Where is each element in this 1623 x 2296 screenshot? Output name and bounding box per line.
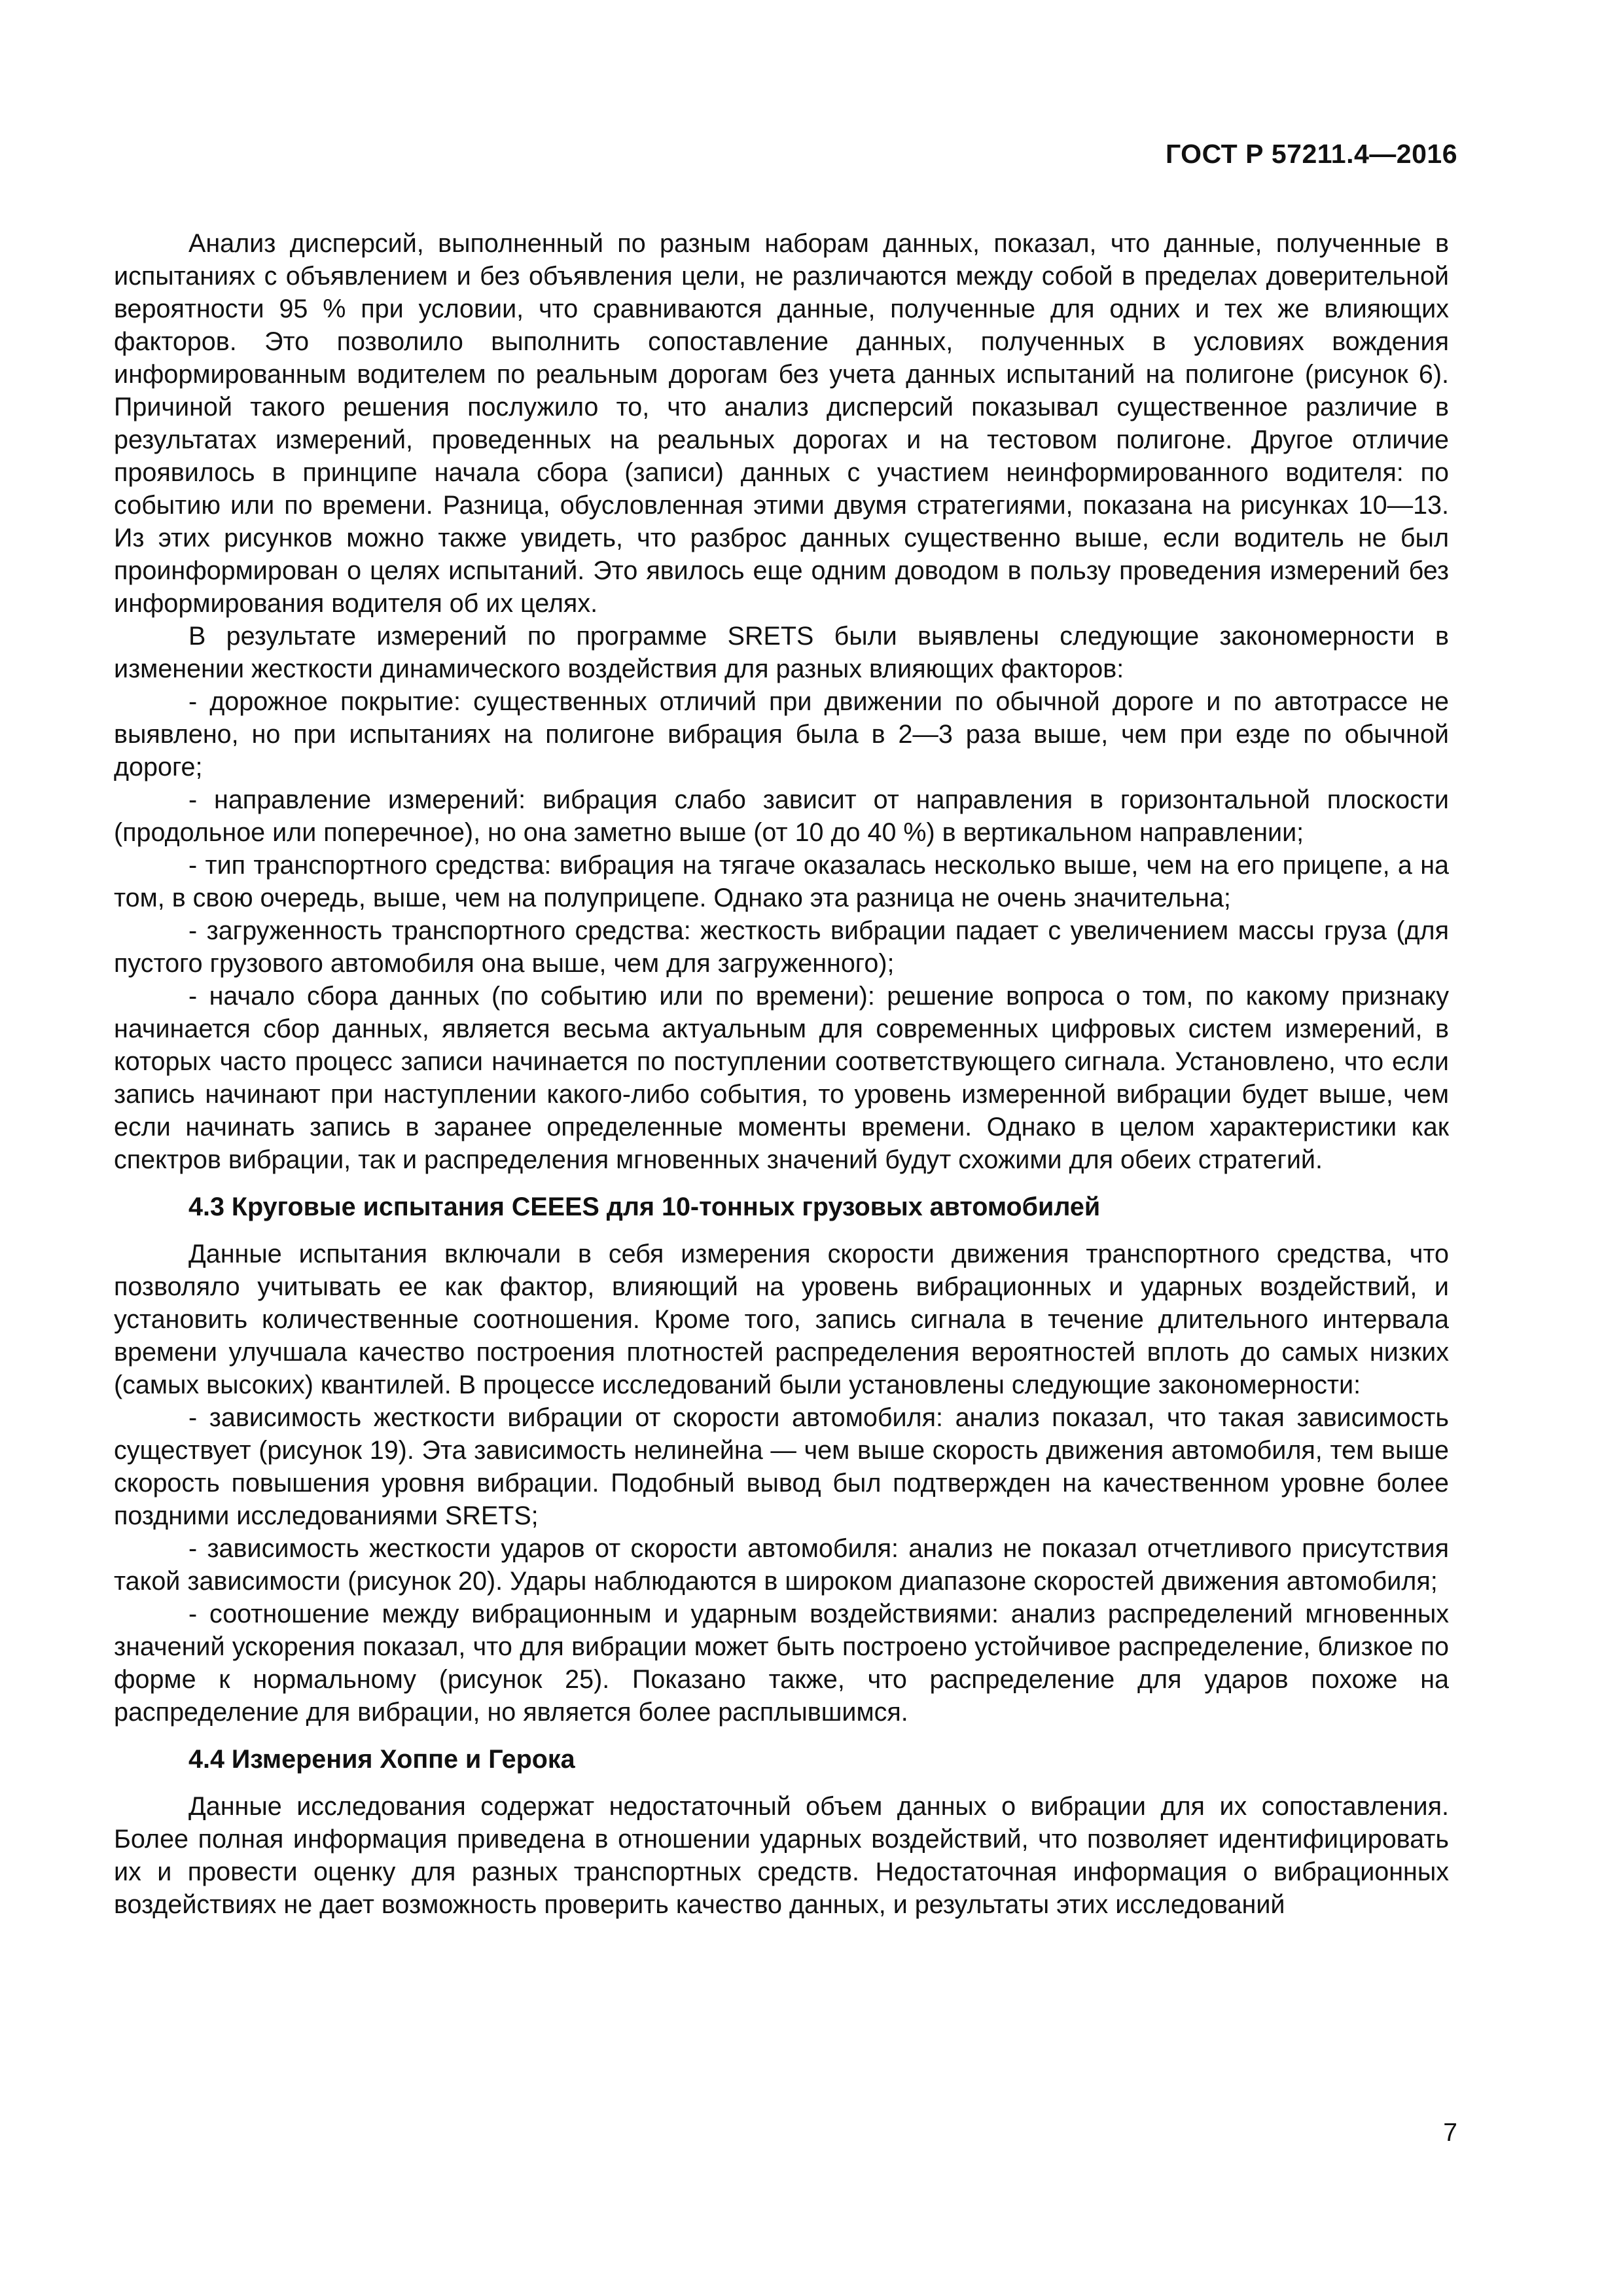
paragraph: Анализ дисперсий, выполненный по разным наборам данных, показал, что данные, полученные в испытаниях с объявлением и без объявления цели, не различаются между собой в пределах доверительной вероятности 95 % при условии, что сравниваются данные, полученные для одних и тех же влияющих факторов. Это позволило выполнить сопоставление данных, полученных в условиях вождения информированным водителем по реальным дорогам без учета данных испытаний на полигоне (рисунок 6). Причиной такого решения послужило то, что анализ дисперсий показывал существенное различие в результатах измерений, проведенных на реальных дорогах и на тестовом полигоне. Другое отличие проявилось в принципе начала сбора (записи) данных с участием неинформированного водителя: по событию или по времени. Разница, обусловленная этими двумя стратегиями, показана на рисунках 10—13. Из этих рисунков можно также увидеть, что разброс данных существенно выше, если водитель не был проинформирован о целях испытаний. Это явилось еще одним доводом в пользу проведения измерений без информирования водителя об их целях. xyxy=(114,229,1449,618)
page-number: 7 xyxy=(1443,2119,1457,2147)
paragraph: Данные исследования содержат недостаточный объем данных о вибрации для их сопоставления. Более полная информация приведена в отношении ударных воздействий, что позволяет идентифицировать их и провести оценку для разных транспортных средств. Недостаточная информация о вибрационных воздействиях не дает возможность проверить качество данных, и результаты этих исследований xyxy=(114,1792,1449,1919)
paragraph: В результате измерений по программе SRETS были выявлены следующие закономерности в изменении жесткости динамического воздействия для разных влияющих факторов: xyxy=(114,622,1449,683)
list-item: - соотношение между вибрационным и ударным воздействиями: анализ распределений мгновенных значений ускорения показал, что для вибрации может быть построено устойчивое распределение, близкое по форме к нормальному (рисунок 25). Показано также, что распределение для ударов похоже на распределение для вибрации, но является более расплывшимся. xyxy=(114,1600,1449,1727)
list-item: - загруженность транспортного средства: жесткость вибрации падает с увеличением массы груза (для пустого грузового автомобиля она выше, чем для загруженного); xyxy=(114,916,1449,978)
standard-designation: ГОСТ Р 57211.4—2016 xyxy=(1165,139,1457,169)
list-item: - начало сбора данных (по событию или по времени): решение вопроса о том, по какому признаку начинается сбор данных, является весьма актуальным для современных цифровых систем измерений, в которых часто процесс записи начинается по поступлении соответствующего сигнала. Установлено, что если запись начинают при наступлении какого-либо события, то уровень измеренной вибрации будет выше, чем если начинать запись в заранее определенные моменты времени. Однако в целом характеристики как спектров вибрации, так и распределения мгновенных значений будут схожими для обеих стратегий. xyxy=(114,982,1449,1174)
paragraph: Данные испытания включали в себя измерения скорости движения транспортного средства, что позволяло учитывать ее как фактор, влияющий на уровень вибрационных и ударных воздействий, и установить количественные соотношения. Кроме того, запись сигнала в течение длительного интервала времени улучшала качество построения плотностей распределения вероятностей вплоть до самых низких (самых высоких) квантилей. В процессе исследований были установлены следующие закономерности: xyxy=(114,1240,1449,1399)
list-item: - дорожное покрытие: существенных отличий при движении по обычной дороге и по автотрассе не выявлено, но при испытаниях на полигоне вибрация была в 2—3 раза выше, чем при езде по обычной дороге; xyxy=(114,687,1449,781)
document-body xyxy=(114,227,1449,1921)
section-heading-4-3: 4.3 Круговые испытания CEEES для 10-тонных грузовых автомобилей xyxy=(188,1193,1101,1221)
section-heading-4-4: 4.4 Измерения Хоппе и Герока xyxy=(188,1745,575,1774)
list-item: - тип транспортного средства: вибрация на тягаче оказалась несколько выше, чем на его прицепе, а на том, в свою очередь, выше, чем на полуприцепе. Однако эта разница не очень значительна; xyxy=(114,851,1449,912)
list-item: - направление измерений: вибрация слабо зависит от направления в горизонтальной плоскости (продольное или поперечное), но она заметно выше (от 10 до 40 %) в вертикальном направлении; xyxy=(114,785,1449,847)
list-item: - зависимость жесткости ударов от скорости автомобиля: анализ не показал отчетливого присутствия такой зависимости (рисунок 20). Удары наблюдаются в широком диапазоне скоростей движения автомобиля; xyxy=(114,1534,1449,1596)
list-item: - зависимость жесткости вибрации от скорости автомобиля: анализ показал, что такая зависимость существует (рисунок 19). Эта зависимость нелинейна — чем выше скорость движения автомобиля, тем выше скорость повышения уровня вибрации. Подобный вывод был подтвержден на качественном уровне более поздними исследованиями SRETS; xyxy=(114,1403,1449,1530)
